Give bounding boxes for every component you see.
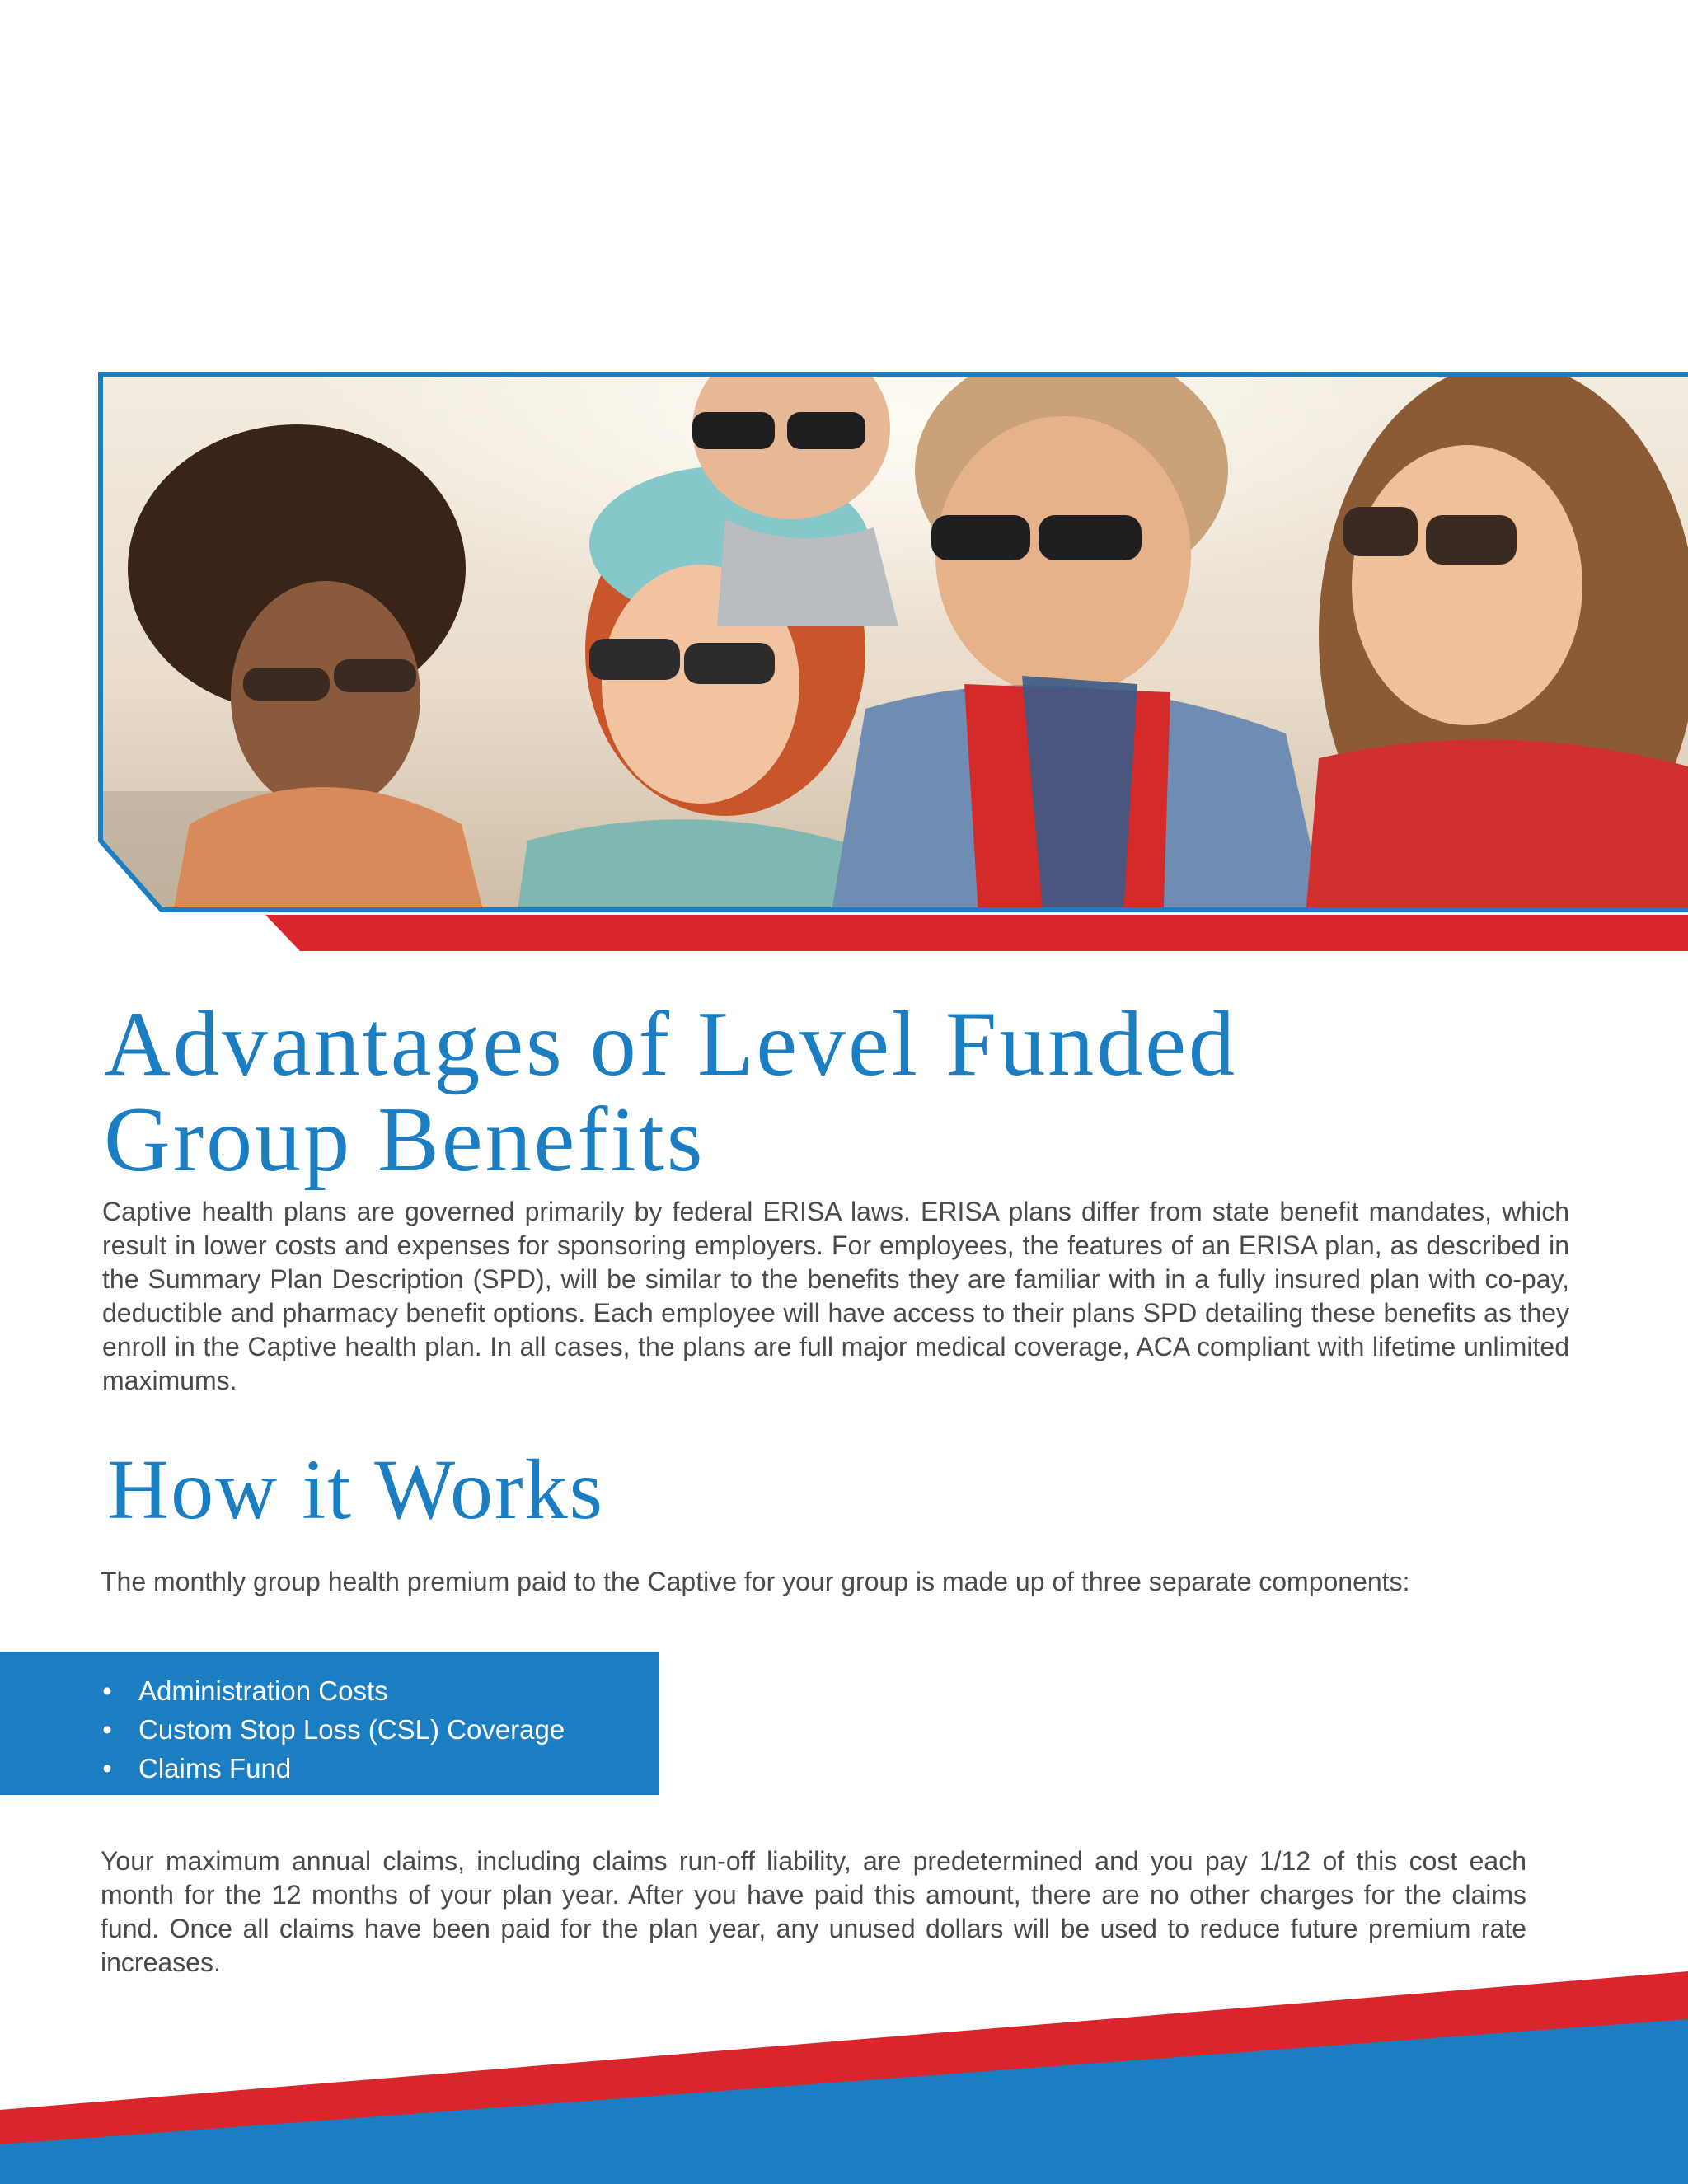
list-item-label: Administration Costs — [138, 1675, 388, 1706]
lead-sentence: The monthly group health premium paid to the Captive for your group is made up of three separate components: — [101, 1567, 1410, 1596]
hero-photo — [0, 363, 1688, 956]
bottom-brand-band — [0, 1961, 1688, 2184]
bullet-icon: • — [102, 1714, 112, 1745]
list-item — [99, 1710, 565, 1749]
bullet-icon: • — [102, 1753, 112, 1783]
bullet-icon: • — [102, 1675, 112, 1706]
closing-paragraph: Your maximum annual claims, including claims run-off liability, are predetermined and you pay 1/12 of this cost each month for the 12 months of your plan year. After you have paid this amount, there are no other charges for the claims fund. Once all claims have been paid for the plan year, any unused dollars will be used to reduce future premium rate increases. — [101, 1846, 1526, 1977]
components-box — [0, 1652, 659, 1795]
list-item-label: Claims Fund — [138, 1753, 292, 1783]
page-title-line-1: Advantages of Level Funded — [104, 993, 1237, 1095]
list-item — [99, 1671, 565, 1710]
red-accent-strip — [265, 915, 1688, 951]
page-title-line-2: Group Benefits — [104, 1089, 706, 1191]
list-item-label: Custom Stop Loss (CSL) Coverage — [138, 1714, 565, 1745]
components-list — [99, 1671, 565, 1788]
hero-banner — [0, 363, 1688, 956]
list-item — [99, 1749, 565, 1788]
section-title: How it Works — [107, 1442, 605, 1537]
intro-paragraph: Captive health plans are governed primarily by federal ERISA laws. ERISA plans differ from state benefit mandates, which result in lower costs and expenses for sponsoring employers. For employees, the features of an ERISA plan, as described in the Summary Plan Description (SPD), will be similar to the benefits they are familiar with in a fully insured plan with co-pay, deductible and pharmacy benefit options. Each employee will have access to their plans SPD detailing these benefits as they enroll in the Captive health plan. In all cases, the plans are full major medical coverage, ACA compliant with lifetime unlimited maximums. — [102, 1197, 1569, 1395]
